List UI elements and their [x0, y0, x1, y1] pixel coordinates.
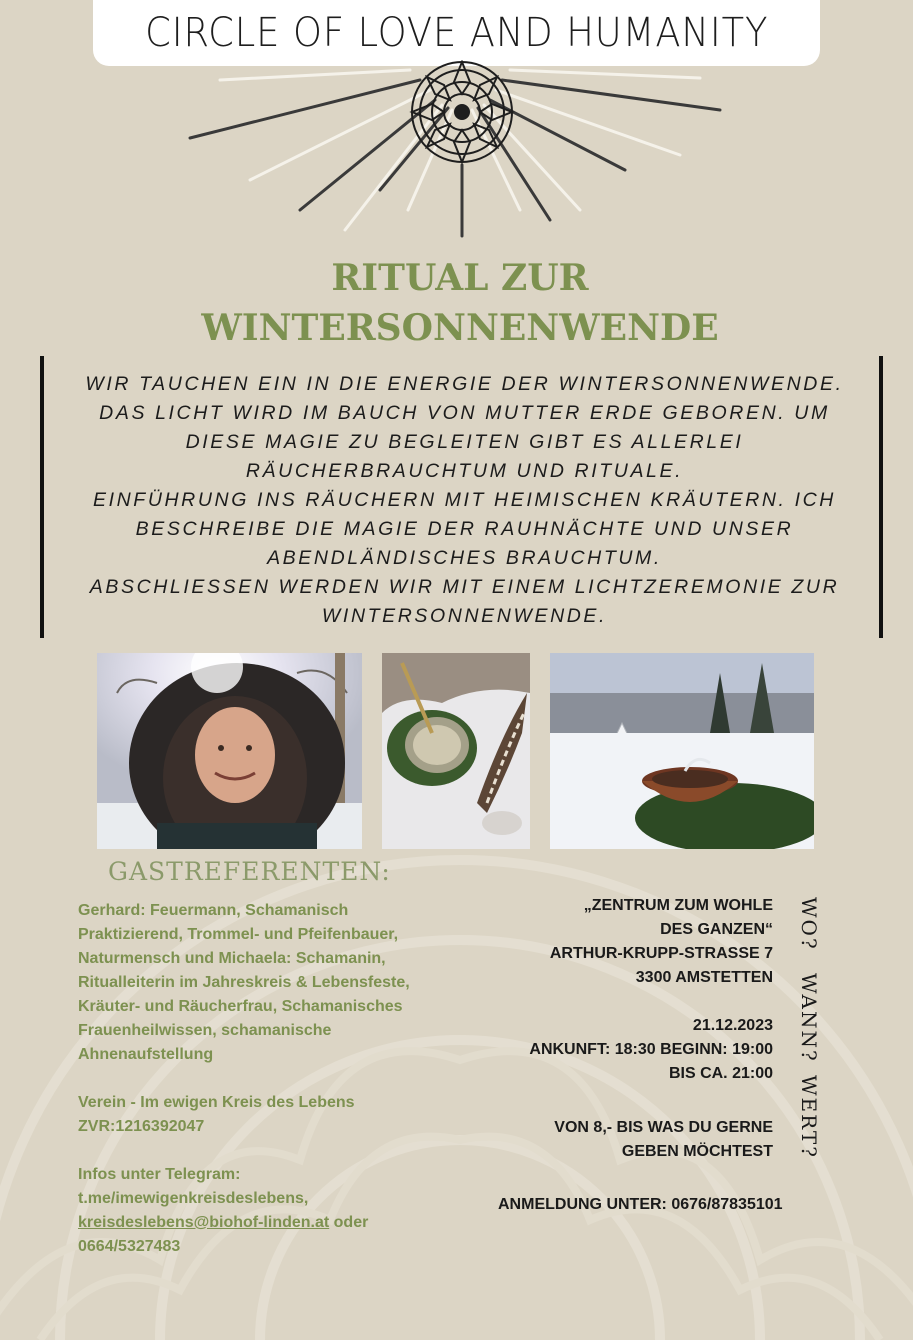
speakers-line: Ritualleiterin im Jahreskreis & Lebensfeste, [78, 974, 410, 991]
header-banner [93, 0, 820, 66]
price-line: VON 8,- BIS WAS DU GERNE [554, 1119, 773, 1136]
telegram-link[interactable]: t.me/imewigenkreisdeslebens, [78, 1190, 309, 1207]
photo-portrait [97, 653, 362, 849]
photo-fire-bowl [550, 653, 814, 849]
location-line: 3300 AMSTETTEN [635, 969, 773, 986]
speakers-info [78, 899, 478, 1259]
location-line: „ZENTRUM ZUM WOHLE [583, 897, 773, 914]
price-line: GEBEN MÖCHTEST [621, 1143, 773, 1160]
speakers-line: Ahnenaufstellung [78, 1046, 214, 1063]
description-line: BESCHREIBE DIE MAGIE DER RAUHNÄCHTE UND UNSER [135, 518, 794, 540]
label-wert: WERT? [797, 1075, 821, 1159]
description-box [40, 356, 883, 638]
or-text: oder [329, 1214, 369, 1231]
event-details [490, 894, 773, 1164]
description-line: WIR TAUCHEN EIN IN DIE ENERGIE DER WINTERSONNENWENDE. [85, 373, 844, 395]
description-line: ABENDLÄNDISCHES BRAUCHTUM. [267, 547, 662, 569]
description-line: DIESE MAGIE ZU BEGLEITEN GIBT ES ALLERLEI [185, 431, 744, 453]
event-title-line2: WINTERSONNENWENDE [201, 307, 719, 349]
event-title [140, 253, 780, 353]
label-wann: WANN? [797, 973, 821, 1063]
speakers-line: Kräuter- und Räucherfrau, Schamanisches [78, 998, 403, 1015]
association-zvr: ZVR:1216392047 [78, 1118, 205, 1135]
photo-smudge-bowl [382, 653, 530, 849]
speakers-line: Frauenheilwissen, schamanische [78, 1022, 332, 1039]
label-wo: WO? [797, 897, 821, 951]
association-name: Verein - Im ewigen Kreis des Lebens [78, 1094, 355, 1111]
event-end: BIS CA. 21:00 [668, 1065, 773, 1082]
description-line: RÄUCHERBRAUCHTUM UND RITUALE. [245, 460, 684, 482]
speakers-line: Naturmensch und Michaela: Schamanin, [78, 950, 386, 967]
event-date: 21.12.2023 [692, 1017, 773, 1034]
description-line: WINTERSONNENWENDE. [321, 605, 608, 627]
page-title: CIRCLE OF LOVE AND HUMANITY [144, 10, 769, 56]
description-text [54, 370, 875, 631]
phone-number[interactable]: 0664/5327483 [78, 1238, 181, 1255]
speakers-line: Praktizierend, Trommel- und Pfeifenbauer, [78, 926, 399, 943]
registration-info: ANMELDUNG UNTER: 0676/87835101 [498, 1196, 783, 1213]
location-line: ARTHUR-KRUPP-STRASSE 7 [549, 945, 773, 962]
contact-intro: Infos unter Telegram: [78, 1166, 241, 1183]
location-line: DES GANZEN“ [660, 921, 773, 938]
email-link[interactable]: kreisdeslebens@biohof-linden.at [78, 1214, 330, 1231]
speakers-heading: GASTREFERENTEN: [108, 857, 391, 886]
event-title-line1: RITUAL ZUR [331, 257, 589, 299]
event-arrival: ANKUNFT: 18:30 BEGINN: 19:00 [529, 1041, 773, 1058]
speakers-line: Gerhard: Feuermann, Schamanisch [78, 902, 349, 919]
sun-rays-mandala-icon [180, 60, 740, 240]
description-line: EINFÜHRUNG INS RÄUCHERN MIT HEIMISCHEN KRÄUTERN. ICH [93, 489, 836, 511]
description-line: ABSCHLIESSEN WERDEN WIR MIT EINEM LICHTZEREMONIE ZUR [89, 576, 840, 598]
email-line [78, 1211, 478, 1235]
description-line: DAS LICHT WIRD IM BAUCH VON MUTTER ERDE GEBOREN. UM [99, 402, 830, 424]
side-labels [797, 897, 827, 1162]
